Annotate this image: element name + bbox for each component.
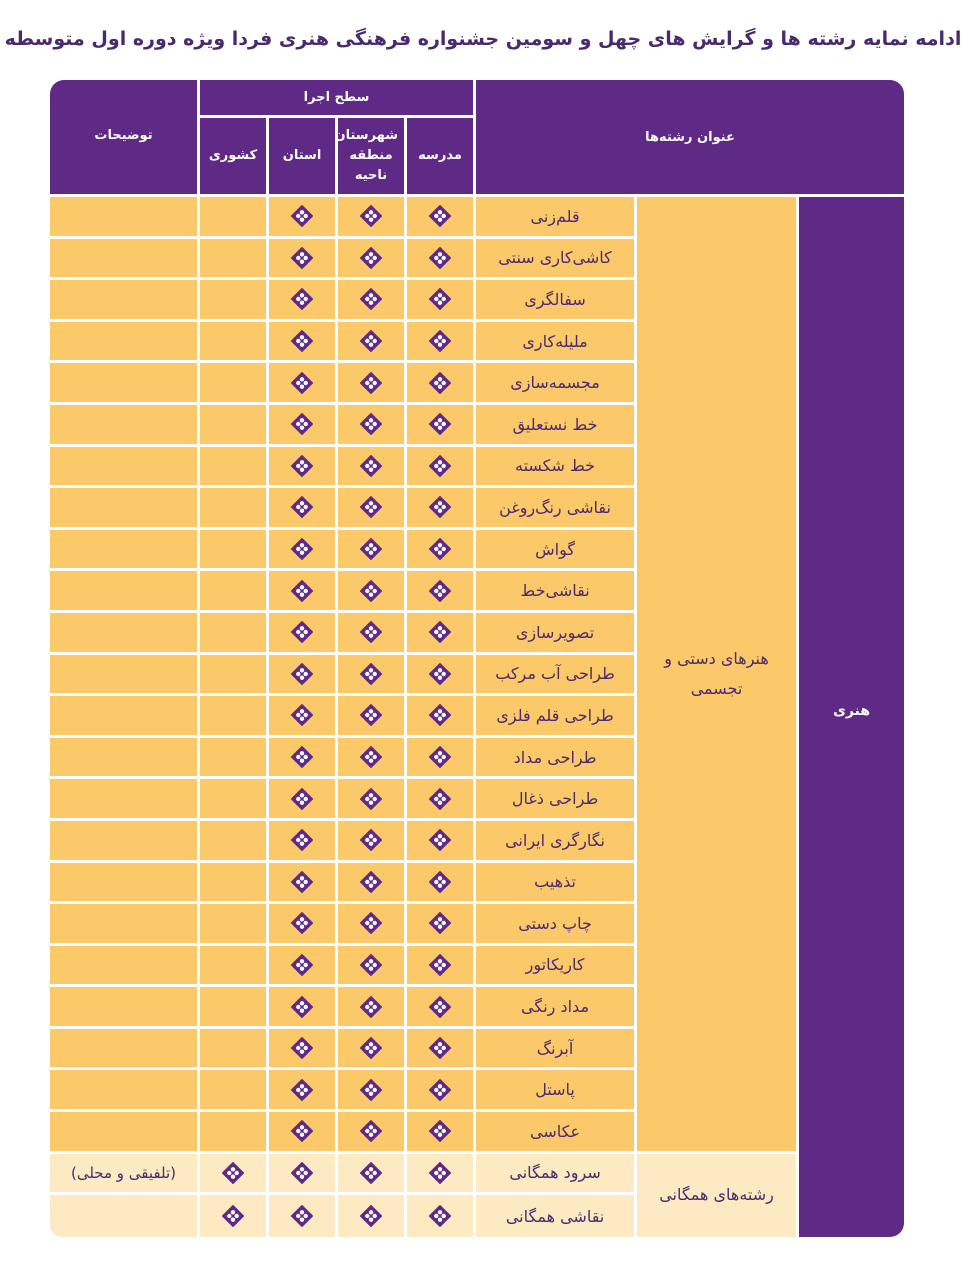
diamond-flower-icon — [360, 1037, 382, 1059]
level-cell — [404, 946, 473, 988]
level-cell — [404, 405, 473, 447]
diamond-flower-icon — [360, 788, 382, 810]
level-cell — [404, 1112, 473, 1154]
field-name-cell — [473, 779, 634, 821]
category-cell — [796, 197, 904, 1237]
level-cell — [404, 987, 473, 1029]
diamond-flower-icon — [429, 1120, 451, 1142]
field-name: خط نستعلیق — [512, 414, 598, 434]
diamond-flower-icon — [291, 496, 313, 518]
level-cell — [266, 987, 335, 1029]
diamond-flower-icon — [360, 1079, 382, 1101]
description-cell — [50, 987, 197, 1029]
level-cell — [197, 696, 266, 738]
description-cell — [50, 613, 197, 655]
field-name: آبرنگ — [536, 1038, 574, 1058]
level-cell — [335, 197, 404, 239]
field-name-cell — [473, 405, 634, 447]
description-cell — [50, 447, 197, 489]
field-name-cell — [473, 1112, 634, 1154]
level-cell — [335, 363, 404, 405]
diamond-flower-icon — [429, 704, 451, 726]
description-cell — [50, 1112, 197, 1154]
diamond-flower-icon — [360, 538, 382, 560]
field-name: مداد رنگی — [521, 997, 590, 1017]
level-cell — [197, 405, 266, 447]
diamond-flower-icon — [360, 1162, 382, 1184]
field-name: نقاشی همگانی — [505, 1206, 605, 1226]
description-cell — [50, 1070, 197, 1112]
level-cell — [266, 447, 335, 489]
diamond-flower-icon — [222, 1205, 244, 1227]
diamond-flower-icon — [360, 455, 382, 477]
field-name: نقاشی رنگ‌روغن — [499, 497, 611, 517]
level-cell — [197, 987, 266, 1029]
diamond-flower-icon — [429, 912, 451, 934]
field-name-cell — [473, 904, 634, 946]
field-name-cell — [473, 821, 634, 863]
group-cell — [634, 197, 796, 1154]
level-cell — [266, 696, 335, 738]
level-cell — [197, 1195, 266, 1237]
level-cell — [335, 696, 404, 738]
diamond-flower-icon — [291, 746, 313, 768]
description-cell — [50, 322, 197, 364]
level-cell — [335, 405, 404, 447]
diamond-flower-icon — [291, 1162, 313, 1184]
diamond-flower-icon — [429, 788, 451, 810]
level-cell — [335, 655, 404, 697]
level-cell — [335, 280, 404, 322]
level-cell — [335, 447, 404, 489]
group-label: رشته‌های همگانی — [659, 1185, 774, 1205]
level-cell — [266, 655, 335, 697]
header-level-label: کشوری — [208, 148, 258, 163]
level-cell — [404, 696, 473, 738]
level-cell — [335, 987, 404, 1029]
diamond-flower-icon — [429, 247, 451, 269]
level-cell — [335, 530, 404, 572]
diamond-flower-icon — [429, 1162, 451, 1184]
level-cell — [197, 904, 266, 946]
description-cell — [50, 239, 197, 281]
diamond-flower-icon — [360, 829, 382, 851]
header-field-title: عنوان رشته‌ها — [473, 80, 904, 197]
diamond-flower-icon — [291, 1120, 313, 1142]
level-cell — [197, 239, 266, 281]
description-cell — [50, 1195, 197, 1237]
description-cell — [50, 363, 197, 405]
level-cell — [404, 613, 473, 655]
diamond-flower-icon — [360, 413, 382, 435]
field-name: قلم‌زنی — [530, 206, 580, 226]
diamond-flower-icon — [291, 704, 313, 726]
description-cell — [50, 863, 197, 905]
field-name: طراحی ذغال — [511, 789, 599, 809]
description-cell — [50, 1154, 197, 1196]
field-name-cell — [473, 530, 634, 572]
level-cell — [266, 530, 335, 572]
level-cell — [197, 280, 266, 322]
diamond-flower-icon — [291, 580, 313, 602]
level-cell — [197, 946, 266, 988]
header-level-district — [335, 118, 404, 197]
level-cell — [197, 197, 266, 239]
diamond-flower-icon — [429, 663, 451, 685]
diamond-flower-icon — [429, 372, 451, 394]
description-cell — [50, 696, 197, 738]
field-name-cell — [473, 1029, 634, 1071]
diamond-flower-icon — [429, 621, 451, 643]
level-cell — [197, 1154, 266, 1196]
level-cell — [197, 530, 266, 572]
level-cell — [335, 571, 404, 613]
level-cell — [266, 738, 335, 780]
level-cell — [266, 363, 335, 405]
diamond-flower-icon — [291, 912, 313, 934]
level-cell — [266, 488, 335, 530]
level-cell — [266, 779, 335, 821]
diamond-flower-icon — [291, 663, 313, 685]
level-cell — [404, 904, 473, 946]
field-name: چاپ دستی — [518, 913, 592, 933]
level-cell — [266, 405, 335, 447]
level-cell — [404, 488, 473, 530]
level-cell — [335, 779, 404, 821]
level-cell — [266, 1070, 335, 1112]
field-name: تصویرسازی — [515, 622, 595, 642]
field-name-cell — [473, 280, 634, 322]
field-name-cell — [473, 197, 634, 239]
field-name: طراحی آب مرکب — [495, 664, 615, 684]
diamond-flower-icon — [291, 621, 313, 643]
description-cell — [50, 530, 197, 572]
diamond-flower-icon — [429, 829, 451, 851]
level-cell — [266, 1195, 335, 1237]
description-cell — [50, 1029, 197, 1071]
header-level-province — [266, 118, 335, 197]
diamond-flower-icon — [429, 538, 451, 560]
diamond-flower-icon — [429, 746, 451, 768]
description-cell — [50, 405, 197, 447]
level-cell — [266, 197, 335, 239]
level-cell — [335, 322, 404, 364]
diamond-flower-icon — [429, 496, 451, 518]
header-description-label: توضیحات — [94, 128, 153, 143]
field-name-cell — [473, 488, 634, 530]
field-name: کاریکاتور — [525, 955, 585, 975]
level-cell — [335, 488, 404, 530]
field-name: نگارگری ایرانی — [505, 830, 605, 850]
diamond-flower-icon — [360, 330, 382, 352]
diamond-flower-icon — [291, 455, 313, 477]
level-cell — [197, 613, 266, 655]
level-cell — [266, 280, 335, 322]
diamond-flower-icon — [291, 205, 313, 227]
diamond-flower-icon — [360, 372, 382, 394]
diamond-flower-icon — [360, 704, 382, 726]
field-name: طراحی مداد — [513, 747, 597, 767]
diamond-flower-icon — [291, 954, 313, 976]
level-cell — [197, 447, 266, 489]
field-name-cell — [473, 1070, 634, 1112]
description-cell — [50, 904, 197, 946]
level-cell — [266, 322, 335, 364]
description-text: (تلفیقی و محلی) — [70, 1163, 176, 1182]
diamond-flower-icon — [360, 621, 382, 643]
description-cell — [50, 655, 197, 697]
field-name-cell — [473, 1154, 634, 1196]
diamond-flower-icon — [291, 413, 313, 435]
description-cell — [50, 571, 197, 613]
level-cell — [404, 738, 473, 780]
diamond-flower-icon — [291, 1037, 313, 1059]
field-name-cell — [473, 696, 634, 738]
level-cell — [335, 1195, 404, 1237]
level-cell — [266, 863, 335, 905]
page-title: ادامه نمایه رشته ها و گرایش های چهل و سومین جشنواره فرهنگی هنری فردا ویژه دوره اول متوسطه — [4, 28, 962, 50]
description-cell — [50, 488, 197, 530]
header-level-label: شهرستان منطقه ناحیه — [334, 128, 399, 183]
level-cell — [335, 239, 404, 281]
level-cell — [197, 571, 266, 613]
table-body — [50, 197, 904, 1237]
diamond-flower-icon — [429, 455, 451, 477]
diamond-flower-icon — [291, 829, 313, 851]
header-level-national — [197, 118, 266, 197]
header-level-label: مدرسه — [418, 148, 462, 163]
field-name-cell — [473, 447, 634, 489]
level-cell — [197, 1029, 266, 1071]
diamond-flower-icon — [360, 247, 382, 269]
level-cell — [404, 530, 473, 572]
level-cell — [335, 613, 404, 655]
field-name: تذهیب — [534, 872, 576, 892]
level-cell — [266, 1154, 335, 1196]
level-cell — [335, 1154, 404, 1196]
description-cell — [50, 821, 197, 863]
diamond-flower-icon — [429, 413, 451, 435]
description-cell — [50, 738, 197, 780]
diamond-flower-icon — [291, 372, 313, 394]
diamond-flower-icon — [291, 247, 313, 269]
diamond-flower-icon — [291, 1079, 313, 1101]
diamond-flower-icon — [429, 1205, 451, 1227]
field-name: کاشی‌کاری سنتی — [498, 248, 612, 268]
diamond-flower-icon — [360, 746, 382, 768]
field-name-cell — [473, 363, 634, 405]
field-name: طراحی قلم فلزی — [496, 705, 614, 725]
diamond-flower-icon — [291, 538, 313, 560]
description-cell — [50, 280, 197, 322]
field-name: پاستل — [535, 1080, 575, 1100]
header-execution-level: سطح اجرا — [197, 80, 473, 118]
diamond-flower-icon — [291, 1205, 313, 1227]
diamond-flower-icon — [360, 954, 382, 976]
level-cell — [266, 821, 335, 863]
header-description — [50, 80, 197, 197]
level-cell — [266, 946, 335, 988]
field-name: سرود همگانی — [509, 1163, 601, 1183]
field-name-cell — [473, 738, 634, 780]
level-cell — [335, 904, 404, 946]
field-name: نقاشی‌خط — [520, 581, 590, 601]
level-cell — [335, 863, 404, 905]
group-label: هنرهای دستی و تجسمی — [664, 648, 769, 698]
level-cell — [404, 1195, 473, 1237]
field-name: مجسمه‌سازی — [510, 373, 600, 393]
level-cell — [404, 239, 473, 281]
diamond-flower-icon — [429, 996, 451, 1018]
level-cell — [266, 1112, 335, 1154]
level-cell — [404, 1029, 473, 1071]
field-name-cell — [473, 863, 634, 905]
diamond-flower-icon — [291, 996, 313, 1018]
diamond-flower-icon — [429, 871, 451, 893]
group-cell — [634, 1154, 796, 1237]
table-row — [50, 197, 904, 239]
diamond-flower-icon — [291, 330, 313, 352]
level-cell — [197, 322, 266, 364]
level-cell — [197, 1070, 266, 1112]
level-cell — [197, 779, 266, 821]
level-cell — [335, 1112, 404, 1154]
diamond-flower-icon — [360, 871, 382, 893]
diamond-flower-icon — [360, 288, 382, 310]
category-label: هنری — [833, 702, 871, 719]
level-cell — [404, 571, 473, 613]
field-name-cell — [473, 946, 634, 988]
diamond-flower-icon — [222, 1162, 244, 1184]
level-cell — [266, 239, 335, 281]
field-name-cell — [473, 1195, 634, 1237]
level-cell — [404, 197, 473, 239]
diamond-flower-icon — [429, 1037, 451, 1059]
field-name: عکاسی — [530, 1121, 581, 1141]
level-cell — [404, 655, 473, 697]
field-name: ملیله‌کاری — [522, 331, 588, 351]
header-level-label: استان — [282, 148, 322, 163]
level-cell — [404, 1070, 473, 1112]
diamond-flower-icon — [360, 996, 382, 1018]
level-cell — [197, 655, 266, 697]
description-cell — [50, 946, 197, 988]
diamond-flower-icon — [291, 871, 313, 893]
diamond-flower-icon — [360, 663, 382, 685]
field-name: خط شکسته — [514, 456, 596, 476]
diamond-flower-icon — [360, 496, 382, 518]
diamond-flower-icon — [291, 788, 313, 810]
level-cell — [404, 821, 473, 863]
level-cell — [335, 1029, 404, 1071]
field-name-cell — [473, 571, 634, 613]
level-cell — [197, 1112, 266, 1154]
level-cell — [197, 821, 266, 863]
field-name-cell — [473, 239, 634, 281]
page-title-row — [4, 22, 962, 56]
diamond-flower-icon — [429, 580, 451, 602]
level-cell — [404, 363, 473, 405]
level-cell — [266, 613, 335, 655]
diamond-flower-icon — [429, 1079, 451, 1101]
level-cell — [266, 1029, 335, 1071]
level-cell — [335, 821, 404, 863]
field-name-cell — [473, 987, 634, 1029]
description-cell — [50, 779, 197, 821]
level-cell — [266, 904, 335, 946]
diamond-flower-icon — [429, 330, 451, 352]
level-cell — [404, 1154, 473, 1196]
field-name-cell — [473, 613, 634, 655]
diamond-flower-icon — [429, 205, 451, 227]
diamond-flower-icon — [360, 1205, 382, 1227]
diamond-flower-icon — [360, 580, 382, 602]
level-cell — [404, 779, 473, 821]
level-cell — [335, 1070, 404, 1112]
table-row — [50, 1154, 904, 1196]
diamond-flower-icon — [360, 912, 382, 934]
header-level-school — [404, 118, 473, 197]
diamond-flower-icon — [360, 205, 382, 227]
level-cell — [197, 363, 266, 405]
diamond-flower-icon — [360, 1120, 382, 1142]
diamond-flower-icon — [291, 288, 313, 310]
field-name: سفالگری — [524, 289, 586, 309]
field-name: گواش — [535, 539, 575, 559]
level-cell — [197, 488, 266, 530]
level-cell — [404, 280, 473, 322]
level-cell — [335, 738, 404, 780]
level-cell — [197, 738, 266, 780]
level-cell — [404, 863, 473, 905]
field-name-cell — [473, 655, 634, 697]
diamond-flower-icon — [429, 288, 451, 310]
description-cell — [50, 197, 197, 239]
festival-fields-table — [50, 80, 904, 1237]
level-cell — [404, 322, 473, 364]
diamond-flower-icon — [429, 954, 451, 976]
field-name-cell — [473, 322, 634, 364]
level-cell — [197, 863, 266, 905]
level-cell — [266, 571, 335, 613]
level-cell — [335, 946, 404, 988]
level-cell — [404, 447, 473, 489]
